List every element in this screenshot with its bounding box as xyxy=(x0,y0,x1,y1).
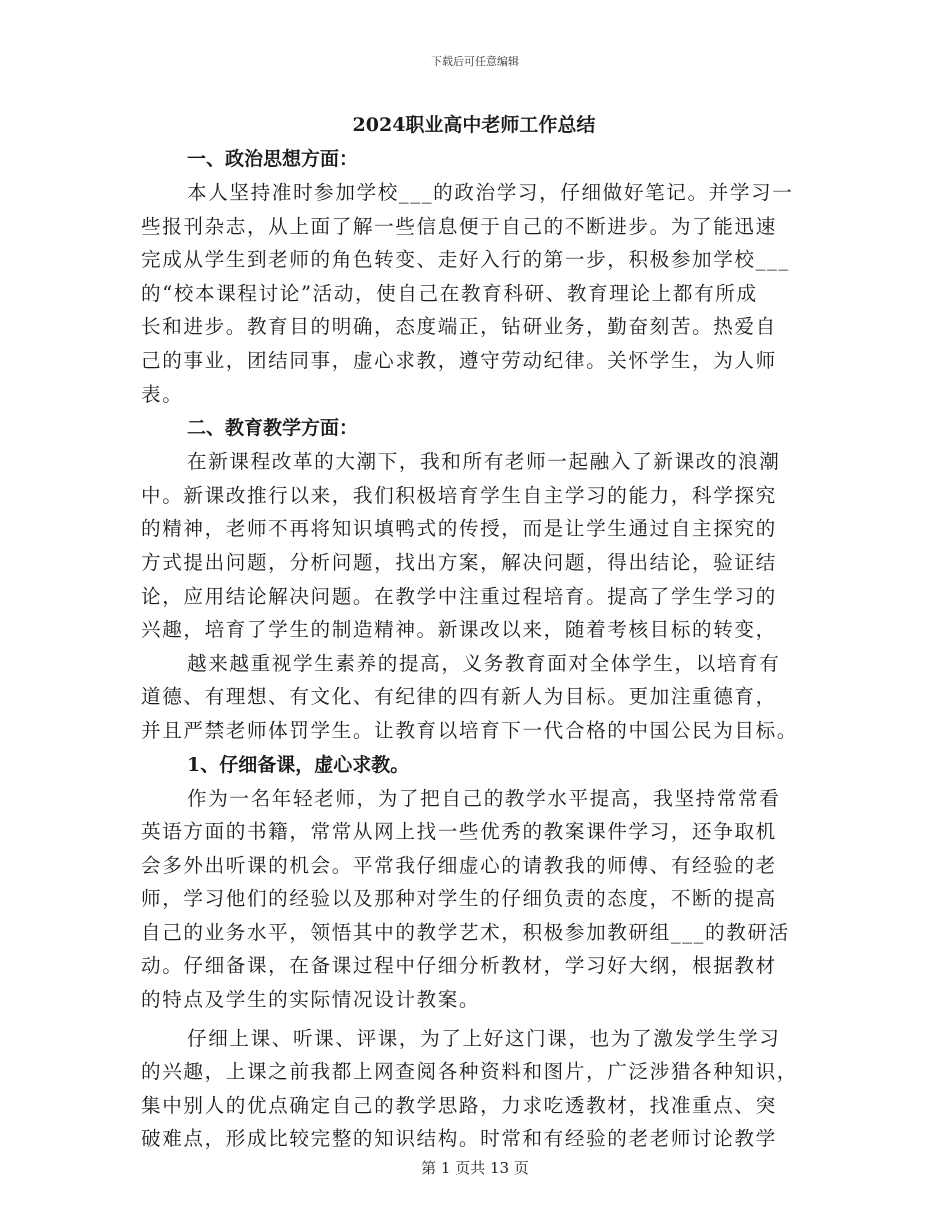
paragraph-line: 作为一名年轻老师，为了把自己的教学水平提高，我坚持常常看 xyxy=(187,786,781,810)
paragraph-political xyxy=(141,176,807,411)
paragraph-line: 论，应用结论解决问题。在教学中注重过程培育。提高了学生学习的 xyxy=(141,584,777,608)
paragraph-line: 本人坚持准时参加学校___的政治学习，仔细做好笔记。并学习一 xyxy=(187,181,794,204)
paragraph-line: 自己的业务水平，领悟其中的教学艺术，积极参加教研组___的教研活 xyxy=(141,920,790,944)
paragraph-line: 完成从学生到老师的角色转变、走好入行的第一步，积极参加学校___ xyxy=(141,248,790,272)
page-header-note: 下载后可任意编辑 xyxy=(431,55,519,68)
document-body xyxy=(141,108,807,1156)
paragraph-line: 并且严禁老师体罚学生。让教育以培育下一代合格的中国公民为目标。 xyxy=(141,718,799,742)
document-title: 2024职业高中老师工作总结 xyxy=(352,114,596,136)
paragraph-line: 的“校本课程讨论”活动，使自己在教育科研、教育理论上都有所成 xyxy=(141,281,758,305)
paragraph-line: 的特点及学生的实际情况设计教案。 xyxy=(141,988,481,1012)
paragraph-line: 长和进步。教育目的明确，态度端正，钻研业务，勤奋刻苦。热爱自 xyxy=(141,315,777,339)
paragraph-line: 中。新课改推行以来，我们积极培育学生自主学习的能力，科学探究 xyxy=(141,483,777,507)
section-heading-teaching: 二、教育教学方面： xyxy=(187,417,359,440)
paragraph-curriculum-reform xyxy=(141,445,807,647)
paragraph-line: 些报刊杂志，从上面了解一些信息便于自己的不断进步。为了能迅速 xyxy=(141,214,777,238)
paragraph-line: 己的事业，团结同事，虚心求教，遵守劳动纪律。关怀学生，为人师 xyxy=(141,348,777,372)
paragraph-line: 在新课程改革的大潮下，我和所有老师一起融入了新课改的浪潮 xyxy=(187,450,781,474)
paragraph-line: 越来越重视学生素养的提高，义务教育面对全体学生，以培育有 xyxy=(187,651,781,675)
paragraph-line: 师，学习他们的经验以及那种对学生的仔细负责的态度，不断的提高 xyxy=(141,887,777,911)
paragraph-line: 兴趣，培育了学生的制造精神。新课改以来，随着考核目标的转变， xyxy=(141,618,777,642)
paragraph-line: 的精神，老师不再将知识填鸭式的传授，而是让学生通过自主探究的 xyxy=(141,517,777,541)
paragraph-line: 的兴趣，上课之前我都上网查阅各种资料和图片，广泛涉猎各种知识， xyxy=(141,1060,799,1084)
paragraph-line: 道德、有理想、有文化、有纪律的四有新人为目标。更加注重德育， xyxy=(141,685,777,709)
paragraph-line: 集中别人的优点确定自己的教学思路，力求吃透教材，找准重点、突 xyxy=(141,1093,777,1117)
paragraph-line: 动。仔细备课，在备课过程中仔细分析教材，学习好大纲，根据教材 xyxy=(141,954,777,978)
paragraph-lesson-prep xyxy=(141,782,807,1017)
paragraph-line: 表。 xyxy=(141,382,184,406)
section-heading-political: 一、政治思想方面： xyxy=(187,148,359,170)
paragraph-line: 仔细上课、听课、评课，为了上好这门课，也为了激发学生学习 xyxy=(187,1026,781,1050)
paragraph-line: 破难点，形成比较完整的知识结构。时常和有经验的老老师讨论教学 xyxy=(141,1127,777,1151)
section-heading-lesson-prep: 1、仔细备课，虚心求教。 xyxy=(187,753,410,776)
paragraph-lessons-observation xyxy=(141,1022,807,1156)
page-number-footer: 第 1 页共 13 页 xyxy=(421,1159,529,1177)
paragraph-quality-education xyxy=(141,647,807,748)
paragraph-line: 英语方面的书籍，常常从网上找一些优秀的教案课件学习，还争取机 xyxy=(141,820,777,844)
paragraph-line: 会多外出听课的机会。平常我仔细虚心的请教我的师傅、有经验的老 xyxy=(141,853,777,877)
paragraph-line: 方式提出问题，分析问题，找出方案，解决问题，得出结论，验证结 xyxy=(141,550,777,574)
